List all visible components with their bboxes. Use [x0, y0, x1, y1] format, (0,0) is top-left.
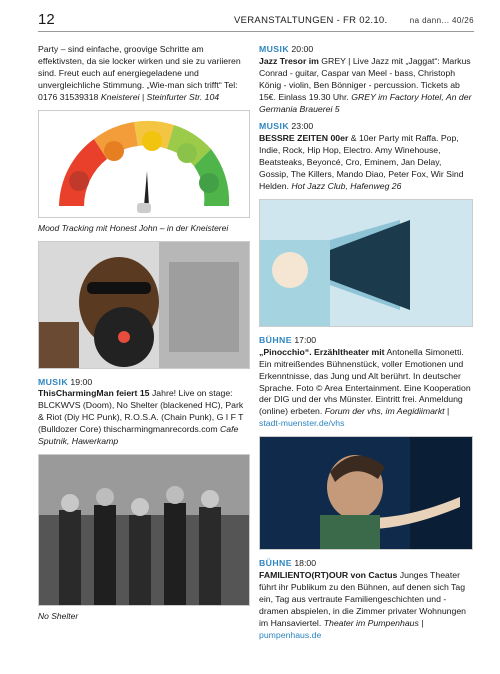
mood-tracker-image	[38, 110, 250, 218]
event-time: 17:00	[294, 334, 317, 345]
megaphone-illustration	[259, 199, 473, 327]
event-link[interactable]: stadt-muenster.de/vhs	[259, 418, 345, 429]
event-text: GREY | Live Jazz mit „Jaggat“: Markus Conrad - guitar, Caspar van Meel - bass, Christoph König - violin, Ben Bönniger - percussion. Tickets ab 15€. Einlass 19.30 Uhr.	[259, 55, 471, 102]
event-category: MUSIK	[38, 376, 68, 387]
event-category: MUSIK	[259, 44, 289, 54]
event-time: 20:00	[291, 44, 314, 54]
event-category: BÜHNE	[259, 558, 292, 569]
event-text: Jahre! Live on stage: BLCKWVS (Doom), No Shelter (blackened HC), Park & Riot (Diy HC Punk), R.O.S.A. (Chain Punk), G I F T (Bulldozer Core) thischarmingmanrecords.com	[38, 388, 244, 435]
event-title: Jazz Tresor im	[259, 55, 319, 66]
event-jazz-tresor	[259, 44, 473, 115]
event-venue: Theater im Pumpenhaus	[323, 617, 419, 628]
event-title: BESSRE ZEITEN 00er	[259, 133, 349, 144]
event-pinocchio: BÜHNE 17:00 „Pinocchio“. Erzähltheater mit Antonella Simonetti. Ein mitreißendes Bühnenstück, voller Emotionen und Erkenntnisse, das Jung und Alt berührt. In deutscher Sprache. Foto © Area Entertainment. Eine Kooperation der DIG und der vhs Münster. Eintritt frei. Anmeldung (online) erbeten. Forum der vhs, im Aegidiimarkt | stadt-muenster.de/vhs	[259, 334, 471, 429]
event-text: Junges Theater führt ihr Publikum zu den Bühnen, auf denen sich Tag ein, Tag aus vertraute Familiengeschichten und -dramen abspielen, in die Zimmer privater Wohnungen im Hansaviertel.	[259, 570, 466, 628]
event-venue: Cafe Sputnik, Hawerkamp	[38, 424, 239, 447]
event-venue: Forum der vhs, im Aegidiimarkt	[324, 406, 445, 417]
left-column	[38, 44, 250, 621]
event-title: ThisCharmingMan feiert 15	[38, 388, 150, 399]
event-text: & 10er Party mit Raffa. Pop, Indie, Rock, Hip Hop, Electro. Amy Winehouse, Beatsteaks, Beyoncé, Cro, Eminem, Jan Delay, Gossip, The Killers, Mando Diao, Peter Fox, Wir Sind Helden.	[259, 133, 464, 191]
event-link[interactable]: pumpenhaus.de	[259, 629, 322, 640]
event-time: 19:00	[70, 376, 93, 387]
event-thischarmingman	[38, 377, 250, 448]
page-header	[38, 11, 474, 30]
event-venue: GREY im Factory Hotel, An der Germania Brauerei 5	[259, 91, 472, 114]
issue-label: na dann... 40/26	[409, 16, 474, 25]
right-column	[259, 44, 473, 647]
event-title: FAMILIENTO(RT)OUR von Cactus	[259, 570, 398, 581]
section-title: VERANSTALTUNGEN - FR 02.10.	[234, 15, 388, 26]
image-caption-mood: Mood Tracking mit Honest John – in der Kneisterei	[38, 222, 229, 233]
event-venue: Hot Jazz Club, Hafenweg 26	[291, 180, 402, 191]
event-category: MUSIK	[259, 121, 289, 132]
event-bessre-zeiten	[259, 121, 473, 192]
event-familientortour: BÜHNE 18:00 FAMILIENTO(RT)OUR von Cactus Junges Theater führt ihr Publikum zu den Bühnen, auf denen sich Tag ein, Tag aus vertraute Familiengeschichten und -dramen abspielen, in die Zimmer privater Wohnungen im Hansaviertel. Theater im Pumpenhaus | pumpenhaus.de	[259, 558, 466, 640]
event-category: BÜHNE	[259, 334, 292, 345]
band-photo	[38, 454, 250, 606]
intro-paragraph: Party – sind einfache, groovige Schritte am effektivsten, da sie locker wirken und sie zu variieren sind. Freut euch auf energiegeladene und unvergleichliche Stimmung. „Wie-man sich trifft“ Tel: 0176 31539318 Kneisterei | Steinfurter Str. 104	[38, 44, 241, 102]
event-time: 18:00	[294, 558, 317, 569]
intro-venue: Kneisterei | Steinfurter Str. 104	[100, 91, 220, 102]
theater-photo	[259, 436, 473, 550]
page-number: 12	[38, 11, 55, 28]
image-caption-band: No Shelter	[38, 610, 79, 621]
event-text: Antonella Simonetti. Ein mitreißendes Bühnenstück, voller Emotionen und Erkenntnisse, das Jung und Alt berührt. In deutscher Sprache. Foto © Area Entertainment. Eine Kooperation der DIG und der vhs Münster. Eintritt frei. Anmeldung (online) erbeten.	[259, 346, 471, 417]
event-title: „Pinocchio“. Erzähltheater mit	[259, 346, 385, 357]
dj-photo	[38, 241, 250, 369]
header-rule	[38, 31, 474, 32]
event-time: 23:00	[291, 121, 314, 132]
